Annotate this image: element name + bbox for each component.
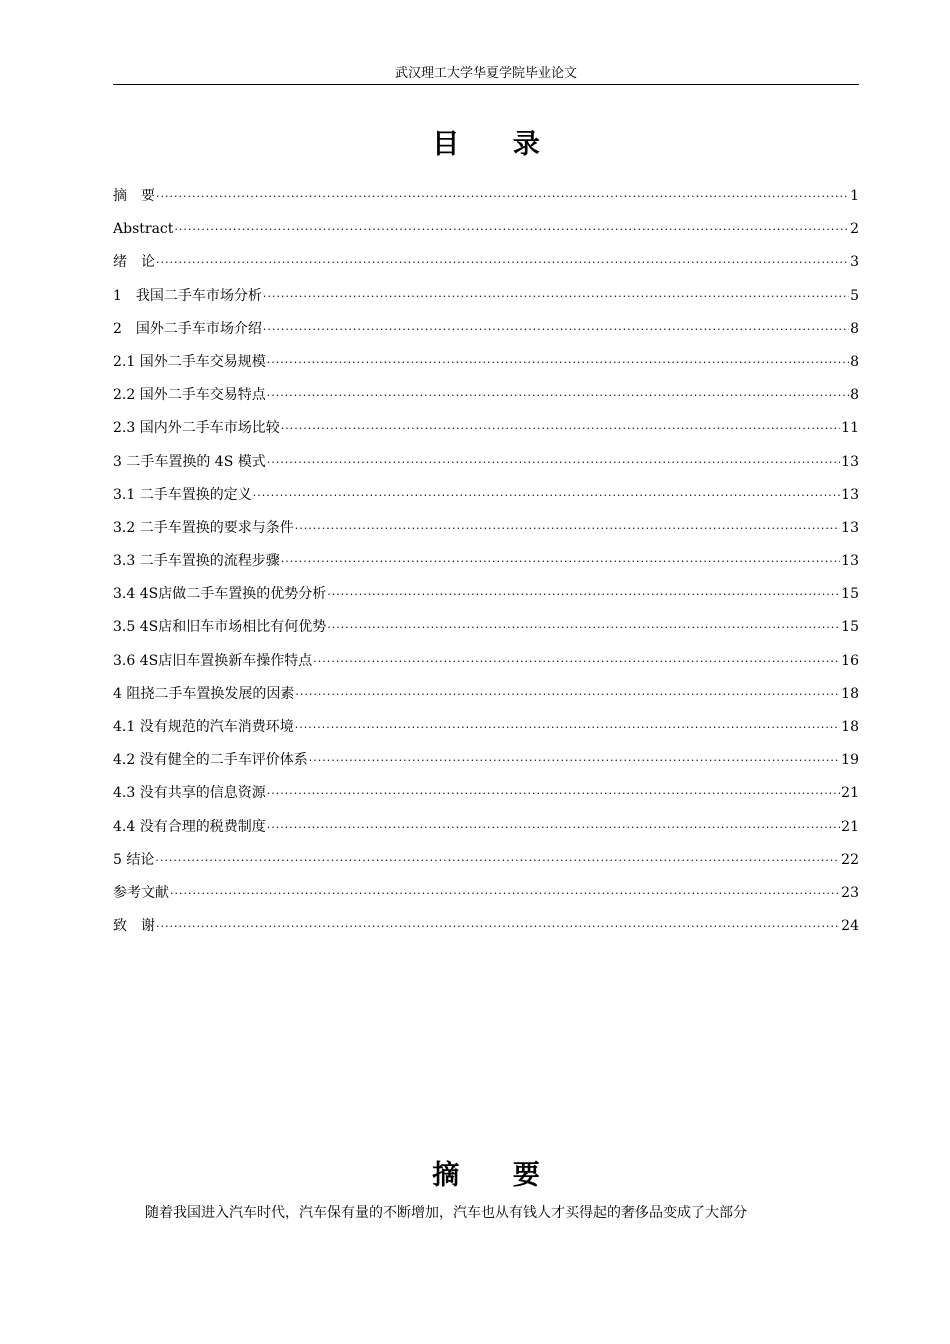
toc-entry-page: 5: [850, 287, 859, 304]
toc-leader-dots: [281, 552, 840, 572]
toc-entry-label: 绪 论: [113, 254, 155, 271]
toc-entry[interactable]: [113, 551, 859, 584]
toc-entry[interactable]: [113, 717, 859, 750]
toc-leader-dots: [281, 419, 840, 439]
toc-entry-page: 15: [841, 619, 859, 636]
toc-entry[interactable]: [113, 817, 859, 850]
toc-entry-page: 18: [841, 685, 859, 702]
toc-leader-dots: [295, 519, 840, 539]
toc-leader-dots: [327, 585, 840, 605]
toc-entry-page: 11: [841, 420, 859, 437]
toc-entry-page: 24: [841, 918, 859, 935]
toc-entry[interactable]: [113, 485, 859, 518]
toc-entry-label: 3.1 二手车置换的定义: [113, 486, 252, 503]
toc-entry-label: 3.5 4S店和旧车市场相比有何优势: [113, 619, 327, 636]
toc-entry-label: 3.3 二手车置换的流程步骤: [113, 553, 280, 570]
toc-entry-page: 23: [841, 884, 859, 901]
toc-entry-label: 2.1 国外二手车交易规模: [113, 353, 266, 370]
toc-entry-label: 4.4 没有合理的税费制度: [113, 818, 266, 835]
toc-entry-label: 2 国外二手车市场介绍: [113, 320, 262, 337]
toc-entry-label: 3.4 4S店做二手车置换的优势分析: [113, 586, 327, 603]
toc-entry[interactable]: [113, 186, 859, 219]
toc-entry-label: 1 我国二手车市场分析: [113, 287, 262, 304]
toc-leader-dots: [313, 652, 840, 672]
toc-entry[interactable]: [113, 385, 859, 418]
toc-entry-label: 3.2 二手车置换的要求与条件: [113, 519, 294, 536]
toc-leader-dots: [156, 253, 849, 273]
toc-entry-label: 4 阻挠二手车置换发展的因素: [113, 685, 295, 702]
toc-leader-dots: [309, 751, 840, 771]
header-rule: [113, 84, 859, 85]
toc-entry-page: 8: [850, 387, 859, 404]
toc-entry-label: 3 二手车置换的 4S 模式: [113, 453, 266, 470]
toc-entry-label: 致 谢: [113, 918, 155, 935]
table-of-contents: [113, 186, 859, 949]
toc-entry-page: 8: [850, 353, 859, 370]
toc-leader-dots: [267, 818, 840, 838]
toc-leader-dots: [295, 685, 840, 705]
toc-entry[interactable]: [113, 684, 859, 717]
toc-entry-page: 13: [841, 519, 859, 536]
toc-entry[interactable]: [113, 319, 859, 352]
abstract-title: 摘 要: [432, 1160, 562, 1191]
toc-entry-label: 4.1 没有规范的汽车消费环境: [113, 719, 294, 735]
toc-entry[interactable]: [113, 418, 859, 451]
toc-entry[interactable]: [113, 883, 859, 916]
toc-entry-page: 13: [841, 553, 859, 570]
toc-entry-page: 1: [850, 188, 859, 204]
toc-entry[interactable]: [113, 916, 859, 949]
toc-leader-dots: [156, 187, 849, 207]
toc-leader-dots: [263, 287, 849, 307]
toc-leader-dots: [155, 851, 840, 871]
toc-entry-label: 2.3 国内外二手车市场比较: [113, 420, 280, 437]
toc-entry-page: 15: [841, 586, 859, 603]
toc-entry-label: Abstract: [113, 221, 174, 238]
toc-entry-label: 2.2 国外二手车交易特点: [113, 387, 266, 404]
toc-entry-page: 21: [841, 785, 859, 802]
toc-entry-label: 4.2 没有健全的二手车评价体系: [113, 752, 308, 769]
toc-entry-page: 3: [850, 254, 859, 271]
toc-entry[interactable]: [113, 219, 859, 252]
toc-leader-dots: [267, 353, 849, 373]
toc-entry-label: 参考文献: [113, 884, 169, 901]
toc-entry-page: 2: [850, 221, 859, 238]
toc-entry[interactable]: [113, 252, 859, 285]
toc-entry[interactable]: [113, 783, 859, 816]
toc-entry-label: 3.6 4S店旧车置换新车操作特点: [113, 652, 313, 669]
toc-entry[interactable]: [113, 286, 859, 319]
toc-leader-dots: [267, 784, 840, 804]
toc-entry[interactable]: [113, 584, 859, 617]
toc-entry-page: 21: [841, 818, 859, 835]
toc-title: 目 录: [432, 129, 562, 160]
toc-leader-dots: [170, 884, 840, 904]
toc-leader-dots: [327, 618, 840, 638]
toc-entry[interactable]: [113, 617, 859, 650]
toc-entry-label: 摘 要: [113, 188, 155, 204]
toc-leader-dots: [267, 453, 840, 473]
toc-entry-page: 19: [841, 752, 859, 769]
toc-entry[interactable]: [113, 750, 859, 783]
toc-entry-page: 18: [841, 719, 859, 735]
toc-entry[interactable]: [113, 452, 859, 485]
toc-leader-dots: [263, 320, 849, 340]
toc-entry-page: 13: [841, 486, 859, 503]
toc-leader-dots: [174, 220, 849, 240]
toc-leader-dots: [267, 386, 849, 406]
toc-leader-dots: [253, 486, 840, 506]
abstract-first-line: 随着我国进入汽车时代，汽车保有量的不断增加，汽车也从有钱人才买得起的奢侈品变成了大部分: [145, 1205, 747, 1221]
toc-entry[interactable]: [113, 352, 859, 385]
toc-leader-dots: [156, 917, 840, 937]
toc-entry[interactable]: [113, 651, 859, 684]
toc-entry[interactable]: [113, 518, 859, 551]
toc-entry-page: 13: [841, 453, 859, 470]
toc-entry-page: 8: [850, 320, 859, 337]
toc-leader-dots: [295, 718, 840, 738]
page-header: 武汉理工大学华夏学院毕业论文: [394, 66, 577, 81]
toc-entry-label: 5 结论: [113, 851, 155, 868]
toc-entry[interactable]: [113, 850, 859, 883]
toc-entry-label: 4.3 没有共享的信息资源: [113, 785, 266, 802]
toc-entry-page: 16: [841, 652, 859, 669]
toc-entry-page: 22: [841, 851, 859, 868]
